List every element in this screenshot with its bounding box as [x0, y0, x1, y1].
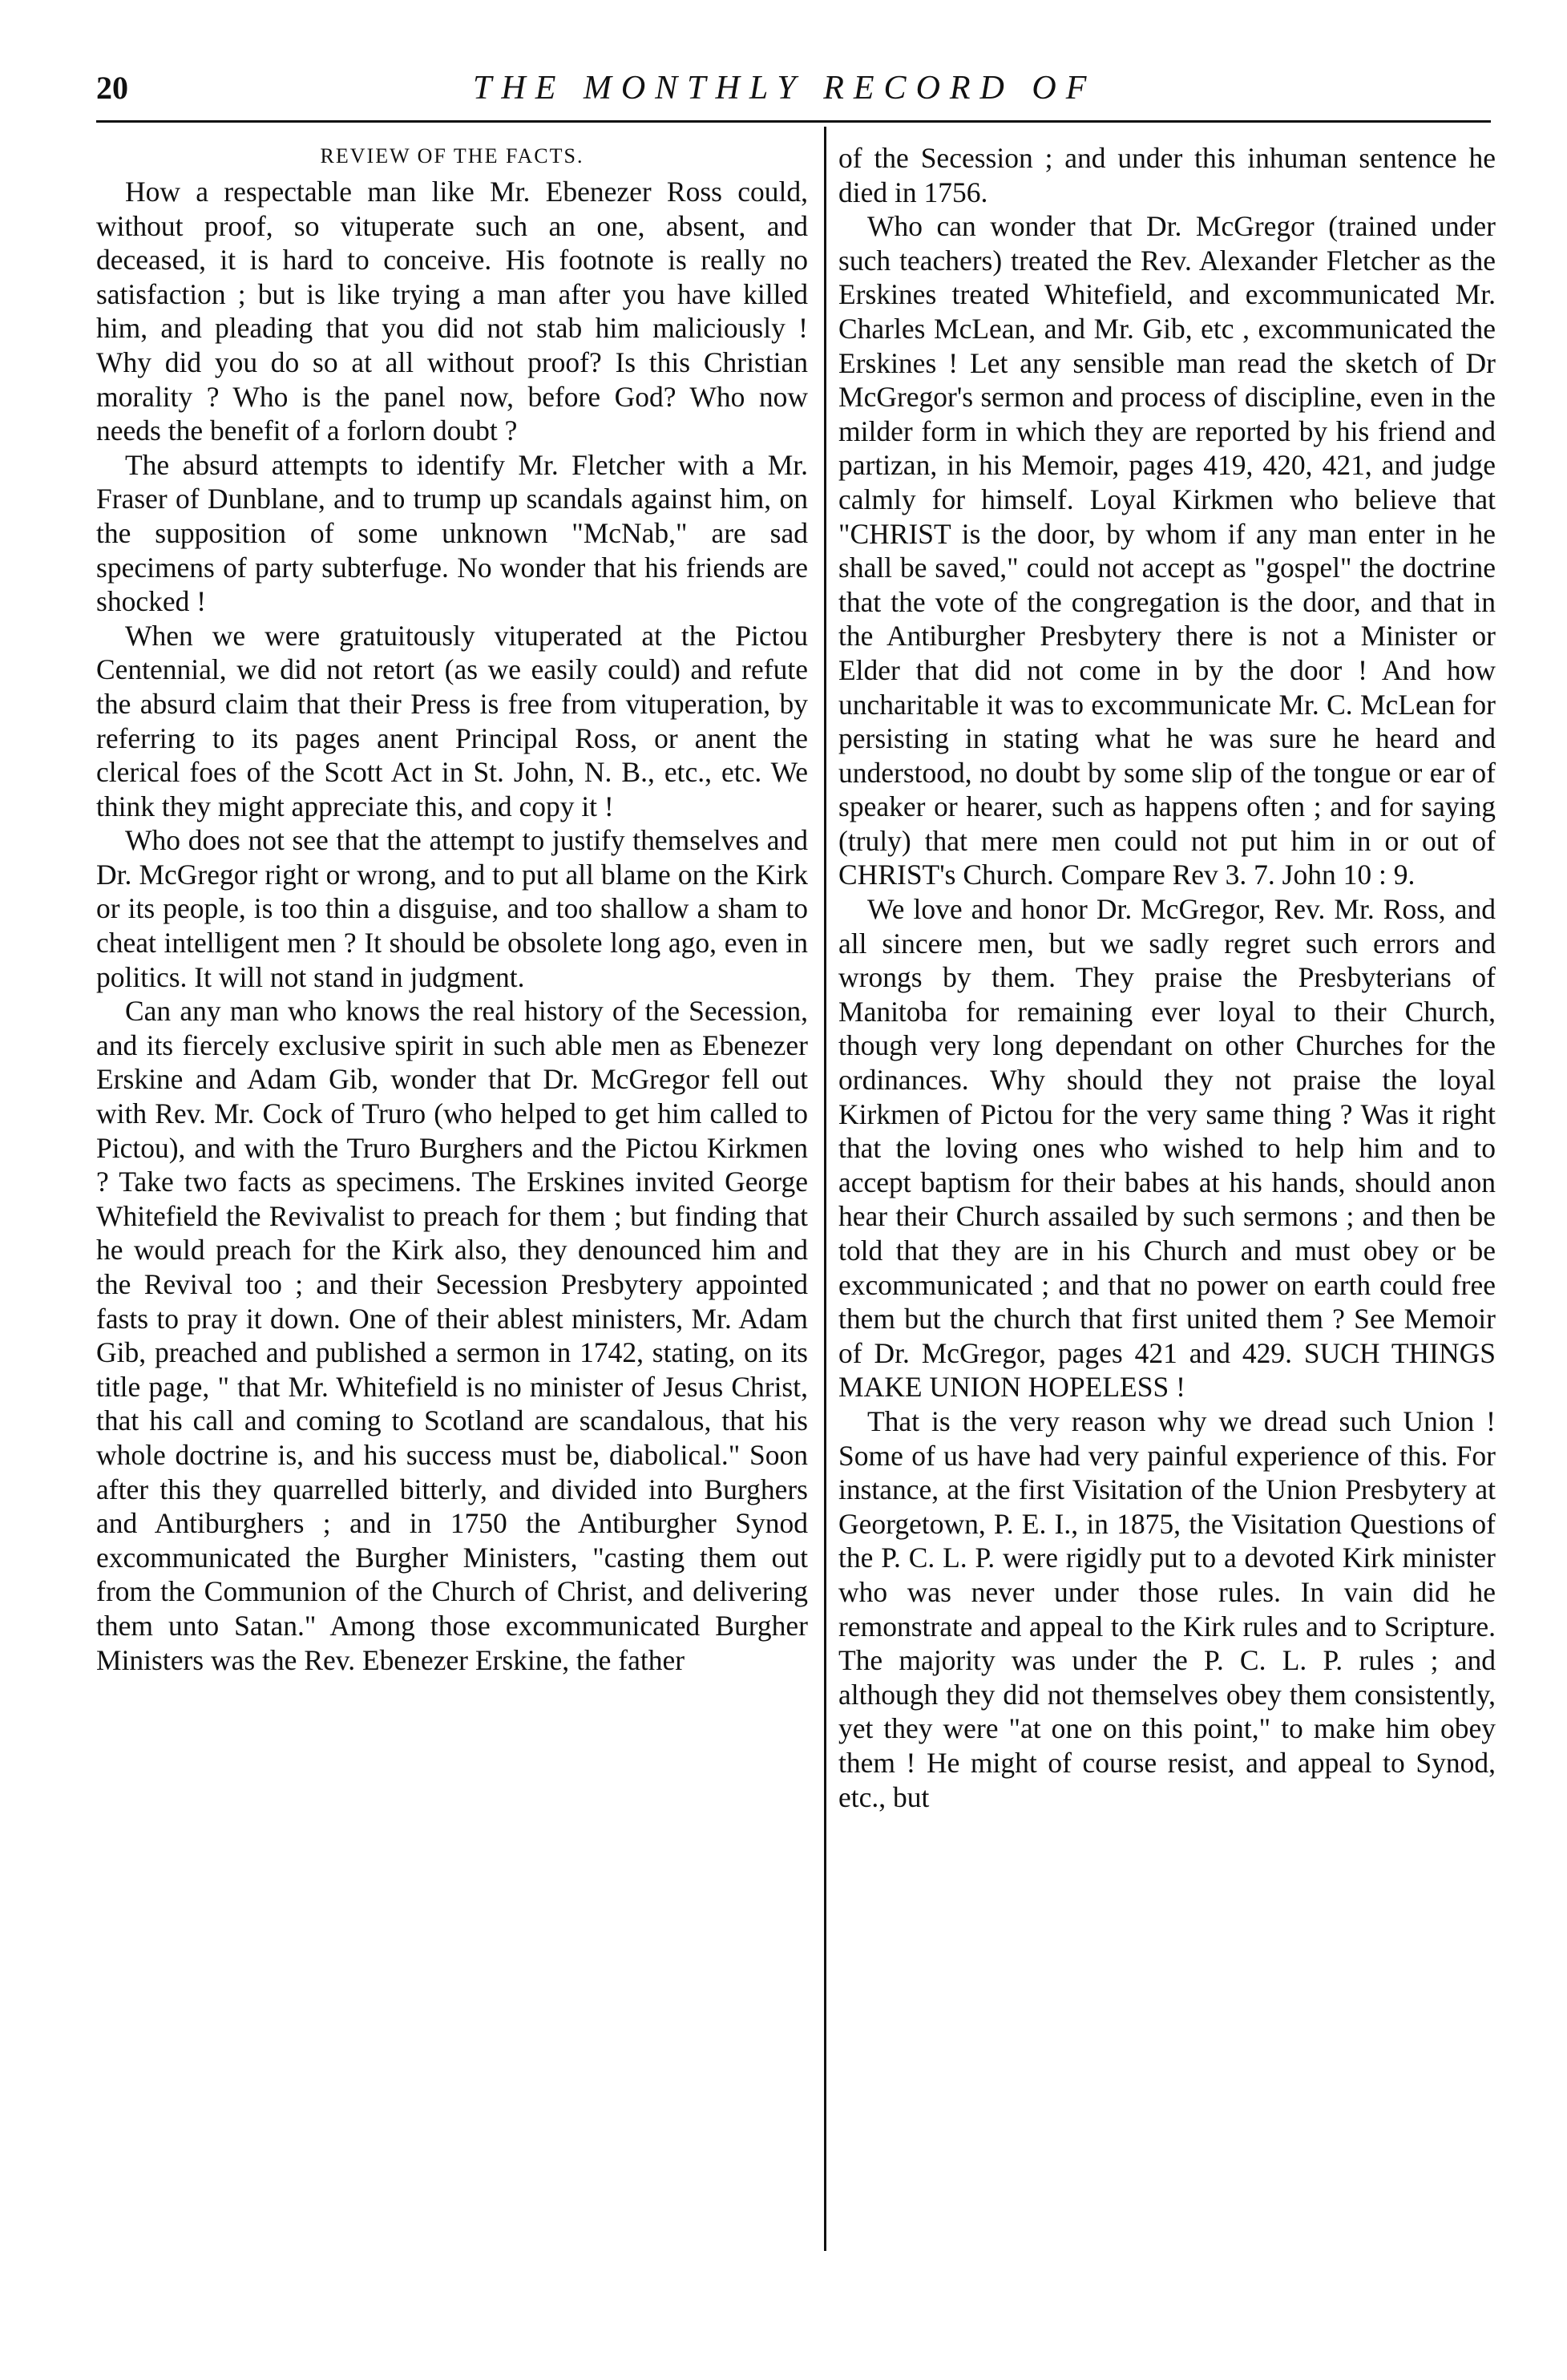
- paragraph: We love and honor Dr. McGregor, Rev. Mr. Ross, and all sincere men, but we sadly regret such errors and wrongs by them. They praise the Presbyterians of Manitoba for remaining ever loyal to their Church, though very long dependant on other Churches for the ordinances. Why should they not praise the loyal Kirkmen of Pictou for the very same thing ? Was it right that the loving ones who wished to help him and to accept baptism for their babes at his hands, should anon hear their Church assailed by such sermons ; and then be told that they are in his Church and must obey or be excommunicated ; and that no power on earth could free them but the church that first united them ? See Memoir of Dr. McGregor, pages 421 and 429. SUCH THINGS MAKE UNION HOPELESS !: [838, 893, 1496, 1404]
- left-column: [96, 141, 808, 2257]
- paragraph: of the Secession ; and under this inhuman sentence he died in 1756.: [838, 142, 1496, 208]
- page-header: [96, 69, 1491, 117]
- running-title: THE MONTHLY RECORD OF: [473, 70, 1096, 107]
- column-divider: [824, 127, 826, 2251]
- paragraph: Can any man who knows the real history of the Secession, and its fiercely exclusive spirit in such able men as Ebenezer Erskine and Adam Gib, wonder that Dr. McGregor fell out with Rev. Mr. Cock of Truro (who helped to get him called to Pictou), and with the Truro Burghers and the Pictou Kirkmen ? Take two facts as specimens. The Erskines invited George Whitefield the Revivalist to preach for them ; but finding that he would preach for the Kirk also, they denounced him and the Revival too ; and their Secession Presbytery appointed fasts to pray it down. One of their ablest ministers, Mr. Adam Gib, preached and published a sermon in 1742, stating, on its title page, " that Mr. Whitefield is no minister of Jesus Christ, that his call and coming to Scotland are scandalous, that his whole doctrine is, and his success must be, diabolical." Soon after this they quarrelled bitterly, and divided into Burghers and Antiburghers ; and in 1750 the Antiburgher Synod excommunicated the Burgher Ministers, "casting them out from the Communion of the Church of Christ, and delivering them unto Satan." Among those excommunicated Burgher Ministers was the Rev. Ebenezer Erskine, the father: [96, 995, 808, 1676]
- paragraph: How a respectable man like Mr. Ebenezer Ross could, without proof, so vituperate such an one, absent, and deceased, it is hard to conceive. His footnote is really no satisfaction ; but is like trying a man after you have killed him, and pleading that you did not stab him maliciously ! Why did you do so at all without proof? Is this Christian morality ? Who is the panel now, before God? Who now needs the benefit of a forlorn doubt ?: [96, 176, 808, 447]
- paragraph: Who does not see that the attempt to justify themselves and Dr. McGregor right or wrong, and to put all blame on the Kirk or its people, is too thin a disguise, and too shallow a sham to cheat intelligent men ? It should be obsolete long ago, even in politics. It will not stand in judgment.: [96, 824, 808, 993]
- paragraph: Who can wonder that Dr. McGregor (trained under such teachers) treated the Rev. Alexander Fletcher as the Erskines treated Whitefield, and excommunicated Mr. Charles McLean, and Mr. Gib, etc , excommunicated the Erskines ! Let any sensible man read the sketch of Dr McGregor's sermon and process of discipline, even in the milder form in which they are reported by his friend and partizan, in his Memoir, pages 419, 420, 421, and judge calmly for himself. Loyal Kirkmen who believe that "CHRIST is the door, by whom if any man enter in he shall be saved," could not accept as "gospel" the doctrine that the vote of the congregation is the door, and that in the Antiburgher Presbytery there is not a Minister or Elder that did not come in by the door ! And how uncharitable it was to excommunicate Mr. C. McLean for persisting in stating what he was sure he heard and understood, no doubt by some slip of the tongue or ear of speaker or hearer, such as happens often ; and for saying (truly) that mere men could not put him in or out of CHRIST's Church. Compare Rev 3. 7. John 10 : 9.: [838, 210, 1496, 891]
- section-heading: REVIEW OF THE FACTS.: [320, 144, 584, 168]
- header-rule: [96, 120, 1491, 123]
- paragraph: When we were gratuitously vituperated at the Pictou Centennial, we did not retort (as we easily could) and refute the absurd claim that their Press is free from vituperation, by referring to its pages anent Principal Ross, or anent the clerical foes of the Scott Act in St. John, N. B., etc., etc. We think they might appreciate this, and copy it !: [96, 619, 808, 822]
- right-column: [838, 141, 1496, 2257]
- paragraph: That is the very reason why we dread such Union ! Some of us have had very painful experience of this. For instance, at the first Visitation of the Union Presbytery at Georgetown, P. E. I., in 1875, the Visitation Questions of the P. C. L. P. were rigidly put to a devoted Kirk minister who was never under those rules. In vain did he remonstrate and appeal to the Kirk rules and to Scripture. The majority was under the P. C. L. P. rules ; and although they did not themselves obey them consistently, yet they were "at one on this point," to make him obey them ! He might of course resist, and appeal to Synod, etc., but: [838, 1404, 1496, 1813]
- paragraph: The absurd attempts to identify Mr. Fletcher with a Mr. Fraser of Dunblane, and to trump up scandals against him, on the supposition of some unknown "McNab," are sad specimens of party subterfuge. No wonder that his friends are shocked !: [96, 448, 808, 618]
- page-number: 20: [96, 70, 128, 106]
